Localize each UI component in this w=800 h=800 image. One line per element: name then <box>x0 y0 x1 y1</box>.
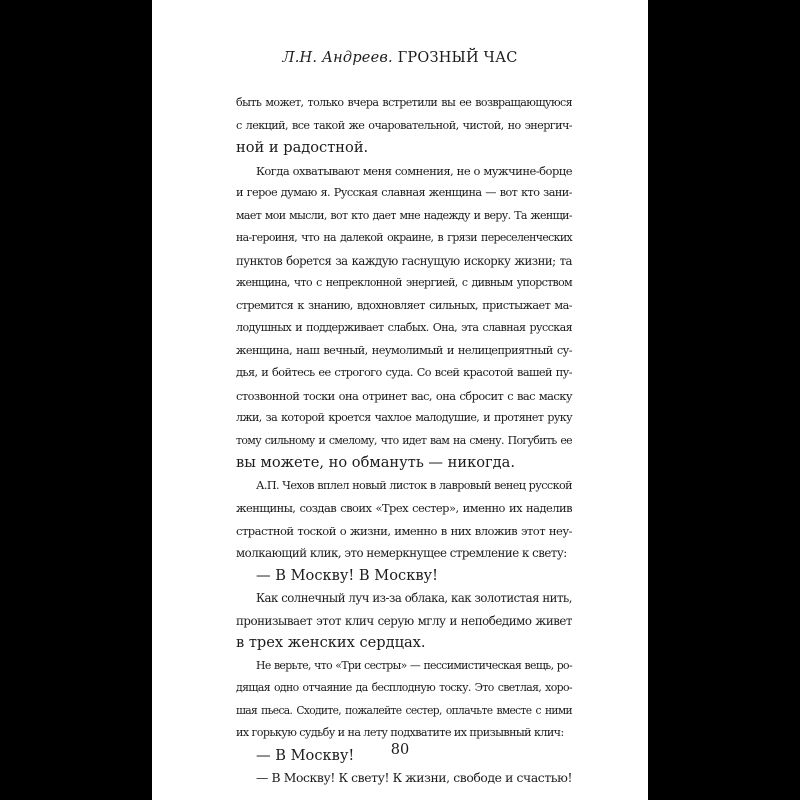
page-number: 80 <box>390 742 410 758</box>
text-line: пронизывает этот клич серую мглу и непобедимо живет <box>236 613 572 628</box>
text-line: на-героиня, что на далекой окраине, в грязи переселенческих <box>236 231 572 244</box>
text-line: — В Москву! К свету! К жизни, свободе и счастью! <box>256 771 573 785</box>
text-line: лжи, за которой кроется чахлое малодушие, и протянет руку <box>236 411 572 424</box>
text-line: — В Москву! <box>256 746 355 764</box>
text-line: в трех женских сердцах. <box>236 634 426 651</box>
text-line: быть может, только вчера встретили вы ее возвращающуюся <box>236 96 572 109</box>
text-line: вы можете, но обмануть — никогда. <box>236 454 515 471</box>
text-line: мает мои мысли, вот кто дает мне надежду и веру. Та женщи- <box>236 208 572 222</box>
header-title: ГРОЗНЫЙ ЧАС <box>397 50 518 66</box>
text-line: дящая одно отчаяние да бесплодную тоску. Это светлая, хоро- <box>236 681 572 694</box>
text-line: их горькую судьбу и на лету подхватите их призывный клич: <box>236 726 564 739</box>
text-line: Как солнечный луч из-за облака, как золотистая нить, <box>256 591 572 605</box>
text-line: и герое думаю я. Русская славная женщина — вот кто зани- <box>236 186 572 199</box>
text-line: женщины, создав своих «Трех сестер», именно их наделив <box>236 501 572 515</box>
text-line: тому сильному и смелому, что идет вам на смену. Погубить ее <box>236 433 572 447</box>
header-author: Л.Н. Андреев. <box>282 50 393 66</box>
text-line: с лекций, все такой же очаровательной, чистой, но энергич- <box>236 118 572 132</box>
text-line: пунктов борется за каждую гаснущую искорку жизни; та <box>236 253 572 268</box>
body-text <box>236 92 572 790</box>
running-header <box>152 50 648 66</box>
text-line: женщина, наш вечный, неумолимый и нелицеприятный су- <box>236 343 572 357</box>
book-page <box>152 0 648 800</box>
text-line: А.П. Чехов вплел новый листок в лавровый венец русской <box>256 478 572 492</box>
text-line: молкающий клик, это немеркнущее стремление к свету: <box>236 546 567 560</box>
text-line: лодушных и поддерживает слабых. Она, эта славная русская <box>236 321 572 334</box>
text-line: дья, и бойтесь ее строгого суда. Со всей красотой вашей пу- <box>236 366 572 379</box>
text-line: Не верьте, что «Три сестры» — пессимистическая вещь, ро- <box>256 658 572 672</box>
text-line: стозвонной тоски она отринет вас, она сбросит с вас маску <box>236 388 572 403</box>
text-line: женщина, что с непреклонной энергией, с дивным упорством <box>236 276 572 289</box>
text-line: страстной тоской о жизни, именно в них вложив этот неу- <box>236 523 572 538</box>
left-black-margin <box>0 0 152 800</box>
text-line: стремится к знанию, вдохновляет сильных, пристыжает ма- <box>236 298 572 312</box>
text-line: шая пьеса. Сходите, пожалейте сестер, оплачьте вместе с ними <box>236 703 572 717</box>
text-line: ной и радостной. <box>236 139 369 156</box>
text-line: Когда охватывают меня сомнения, не о мужчине-борце <box>256 163 572 178</box>
text-line: — В Москву! В Москву! <box>256 566 438 584</box>
right-black-margin <box>648 0 800 800</box>
